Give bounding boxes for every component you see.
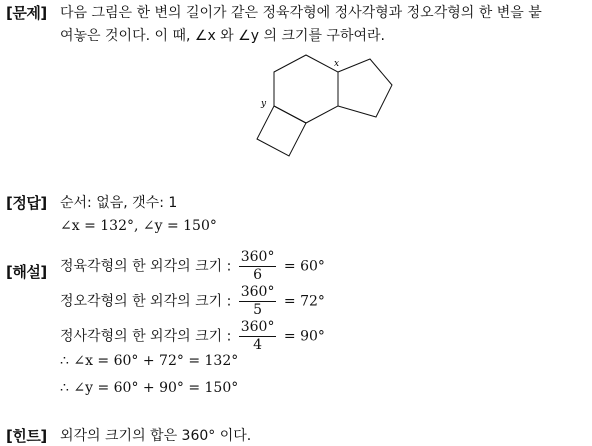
fraction bbox=[239, 249, 277, 284]
problem-label: [문제] bbox=[6, 4, 47, 22]
fraction-numerator: 360° bbox=[240, 284, 275, 300]
fraction-numerator: 360° bbox=[240, 249, 275, 265]
solution-label: [해설] bbox=[6, 263, 47, 281]
fraction bbox=[239, 284, 277, 319]
angle-y-label: y bbox=[261, 99, 267, 109]
solution-row-square bbox=[60, 319, 325, 354]
solution-conclusion-x: ∴ ∠x = 60° + 72° = 132° bbox=[60, 353, 239, 369]
hexagon-shape bbox=[274, 55, 338, 123]
fraction-numerator: 360° bbox=[240, 319, 275, 335]
fraction-denominator: 6 bbox=[253, 267, 263, 283]
problem-text-line1: 다음 그림은 한 변의 길이가 같은 정육각형에 정사각형과 정오각형의 한 변을 붙 bbox=[60, 5, 542, 21]
angle-x-label: x bbox=[334, 59, 340, 69]
problem-text-line2: 여놓은 것이다. 이 때, ∠x 와 ∠y 의 크기를 구하여라. bbox=[60, 28, 385, 44]
answer-line1: 순서: 없음, 갯수: 1 bbox=[60, 195, 178, 211]
answer-label: [정답] bbox=[6, 194, 47, 212]
solution-row-result: = 72° bbox=[283, 293, 325, 310]
solution-conclusion-y: ∴ ∠y = 60° + 90° = 150° bbox=[60, 380, 239, 396]
hint-label: [힌트] bbox=[6, 427, 47, 445]
pentagon-shape bbox=[338, 59, 392, 117]
answer-line2: ∠x = 132°, ∠y = 150° bbox=[60, 218, 217, 234]
square-shape bbox=[257, 106, 306, 156]
fraction-denominator: 4 bbox=[253, 337, 263, 353]
hexagon-square-pentagon-diagram bbox=[250, 45, 410, 160]
solution-row-result: = 90° bbox=[283, 328, 325, 345]
hint-text: 외각의 크기의 합은 360° 이다. bbox=[60, 428, 252, 444]
solution-row-result: = 60° bbox=[283, 258, 325, 275]
fraction-denominator: 5 bbox=[253, 302, 263, 318]
solution-row-text: 정사각형의 한 외각의 크기 : bbox=[60, 328, 232, 345]
solution-row-text: 정육각형의 한 외각의 크기 : bbox=[60, 258, 232, 275]
solution-row-hexagon bbox=[60, 249, 325, 284]
solution-row-pentagon bbox=[60, 284, 325, 319]
geometry-figure bbox=[250, 45, 410, 164]
fraction bbox=[239, 319, 277, 354]
solution-row-text: 정오각형의 한 외각의 크기 : bbox=[60, 293, 232, 310]
